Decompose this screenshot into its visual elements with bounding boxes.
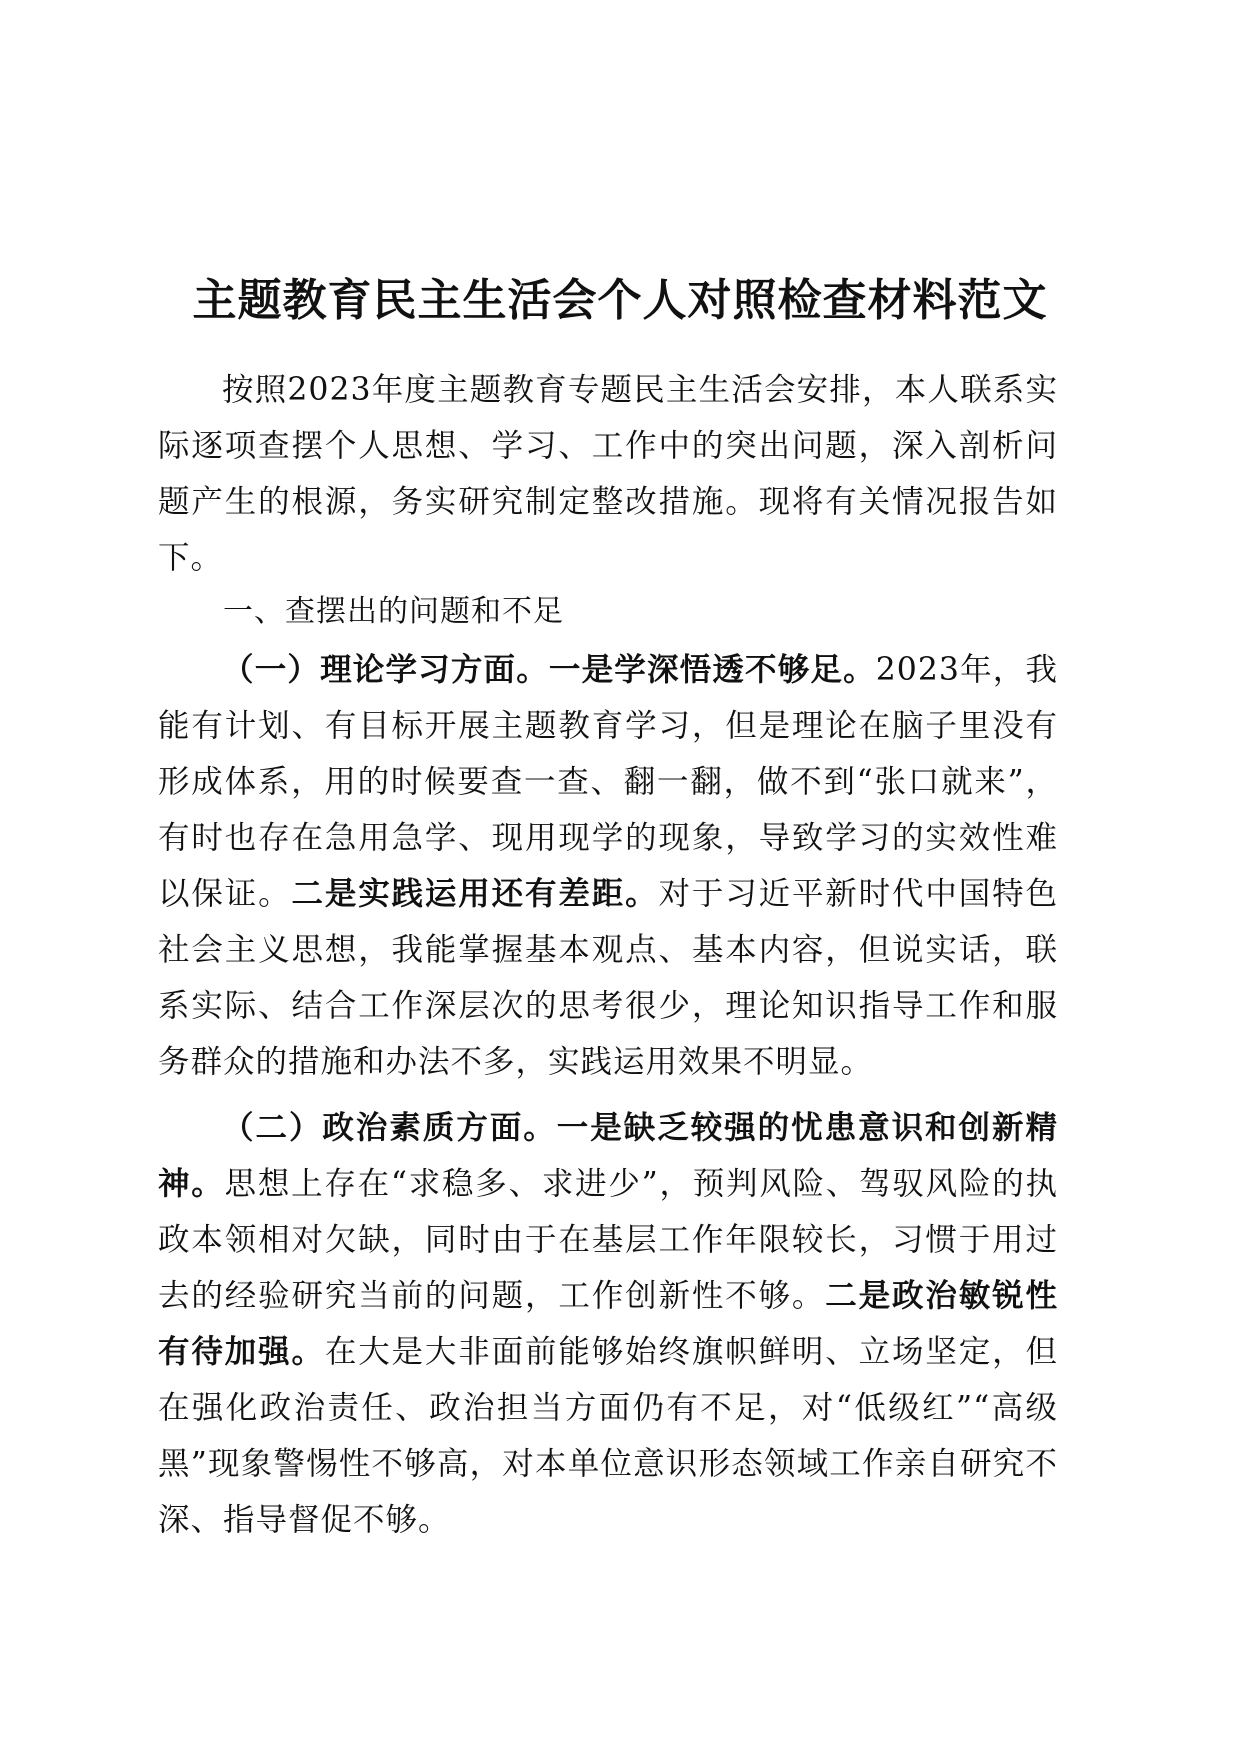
political-quality-text-2: 在大是大非面前能够始终旗帜鲜明、立场坚定，但在强化政治责任、政治担当方面仍有不足，对“低级红”“高级黑”现象警惕性不够高，对本单位意识形态领域工作亲自研究不深、指导督促不够。: [158, 1334, 1058, 1538]
political-quality-lead: （二）政治素质方面。一是缺乏较强的忧患意识和创新精神。: [158, 1110, 1058, 1202]
intro-paragraph: 按照2023年度主题教育专题民主生活会安排，本人联系实际逐项查摆个人思想、学习、工作中的突出问题，深入剖析问题产生的根源，务实研究制定整改措施。现将有关情况报告如下。: [158, 372, 1058, 576]
theory-study-text-2: 对于习近平新时代中国特色社会主义思想，我能掌握基本观点、基本内容，但说实话，联系实际、结合工作深层次的思考很少，理论知识指导工作和服务群众的措施和办法不多，实践运用效果不明显。: [158, 876, 1058, 1080]
theory-study-point-2: 二是实践运用还有差距。: [291, 876, 659, 912]
document-title: 主题教育民主生活会个人对照检查材料范文: [192, 275, 1048, 326]
political-quality-point-2: 二是政治敏锐性有待加强。: [158, 1278, 1058, 1370]
political-quality-paragraph: [158, 1100, 1058, 1548]
section-heading: 一、查摆出的问题和不足: [223, 594, 564, 629]
theory-study-text-1: 2023年，我能有计划、有目标开展主题教育学习，但是理论在脑子里没有形成体系，用的时候要查一查、翻一翻，做不到“张口就来”，有时也存在急用急学、现用现学的现象，导致学习的实效性难以保证。: [158, 652, 1058, 912]
political-quality-text-1: 思想上存在“求稳多、求进少”，预判风险、驾驭风险的执政本领相对欠缺，同时由于在基层工作年限较长，习惯于用过去的经验研究当前的问题，工作创新性不够。: [158, 1166, 1058, 1314]
theory-study-lead: （一）理论学习方面。一是学深悟透不够足。: [222, 652, 876, 688]
theory-study-paragraph: [158, 642, 1058, 1090]
